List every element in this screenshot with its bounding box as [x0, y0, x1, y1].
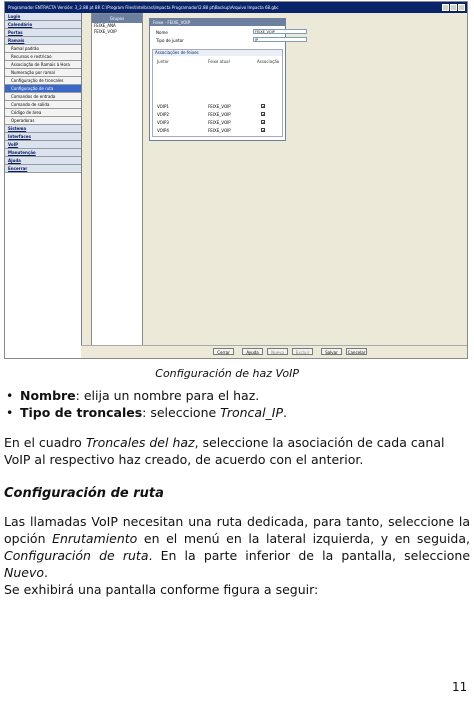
- excluir-button[interactable]: Excluir: [292, 348, 313, 355]
- paragraph-troncales: [4, 434, 470, 468]
- emphasis: Enrutamiento: [52, 531, 138, 546]
- window-title: Programador ENTRACTA Versión: 3_2.88 pt BR C:\Program Files\Intelbras\Impacta Programador\2.88 pt\Backup\Arquivo Impacta 68.gbc: [8, 5, 279, 10]
- emphasis: Configuración de ruta: [4, 548, 149, 563]
- embedded-screenshot: [4, 1, 468, 359]
- bullet-end: .: [283, 405, 288, 420]
- paragraph-last-line: Se exhibirá una pantalla conforme figura a seguir:: [4, 582, 319, 597]
- col-assoc-header: Associação: [257, 59, 280, 64]
- salvar-button[interactable]: Salvar: [321, 348, 342, 355]
- detail-area: [147, 13, 464, 346]
- row-juntor: VOIP1: [157, 104, 169, 109]
- name-field[interactable]: FEIXE_VOIP: [253, 29, 307, 34]
- term: Nombre: [20, 388, 76, 403]
- sidebar-item-configura-o-de-ruta[interactable]: Configuração de ruta: [5, 85, 81, 93]
- text-run: En el cuadro: [4, 435, 86, 450]
- association-box: [152, 49, 283, 137]
- type-select[interactable]: IP: [253, 37, 307, 42]
- text-run: . En la parte inferior de la pantalla, seleccione: [148, 548, 471, 563]
- section-heading: Configuración de ruta: [4, 486, 164, 501]
- figure-caption: Configuración de haz VoIP: [155, 367, 299, 380]
- row-feixe: FEIXE_VOIP: [208, 112, 231, 117]
- col-juntor-header: Juntor: [157, 59, 169, 64]
- sidebar-item-numera-o-por-ramal[interactable]: Numeração por ramal: [5, 69, 81, 77]
- sidebar-item-ramal-padr-o[interactable]: Ramal padrão: [5, 45, 81, 53]
- nuevo-button[interactable]: Nuevo: [267, 348, 288, 355]
- cancelar-button[interactable]: Cancelar: [347, 350, 366, 355]
- col-feixe-header: Feixe atual: [208, 59, 230, 64]
- row-feixe: FEIXE_VOIP: [208, 120, 231, 125]
- row-feixe: FEIXE_VOIP: [208, 104, 231, 109]
- sidebar-item-login[interactable]: Login: [5, 13, 81, 21]
- sidebar-item-interfaces[interactable]: Interfaces: [5, 133, 81, 141]
- window-controls: [442, 4, 465, 11]
- page-number: 11: [452, 680, 468, 694]
- maximize-icon[interactable]: [450, 4, 457, 11]
- bullet-tipo: [4, 404, 470, 421]
- sidebar-item-manuten-o[interactable]: Manutenção: [5, 149, 81, 157]
- bullet-text: : seleccione: [142, 405, 221, 420]
- sidebar-item-encerrar[interactable]: Encerrar: [5, 165, 81, 173]
- paragraph-ruta: [4, 513, 470, 598]
- row-juntor: VOIP3: [157, 120, 169, 125]
- emphasis: Nuevo: [4, 565, 45, 580]
- sidebar-item-portas[interactable]: Portas: [5, 29, 81, 37]
- bullet-text: : elija un nombre para el haz.: [75, 388, 260, 403]
- group-list-header: Grupos: [92, 14, 142, 23]
- emphasis: Troncales del haz: [85, 435, 195, 450]
- sidebar-item-operadoras[interactable]: Operadoras: [5, 117, 81, 125]
- association-title: Associações de feixes: [153, 50, 282, 56]
- group-list-panel: [91, 13, 143, 346]
- sidebar-item-ramais[interactable]: Ramais: [5, 37, 81, 45]
- ayuda-button[interactable]: Ayuda: [242, 348, 263, 355]
- bullet-emphasis: Troncal_IP: [220, 405, 284, 420]
- row-juntor: VOIP4: [157, 128, 169, 133]
- association-checkbox[interactable]: ✔: [262, 104, 266, 109]
- minimize-icon[interactable]: [442, 4, 449, 11]
- group-form: [149, 18, 286, 141]
- cerrar-button[interactable]: Cerrar: [213, 348, 234, 355]
- text-run: Las llamadas VoIP necesitan una ruta dedicada, para tanto, seleccione la opción: [4, 514, 470, 546]
- field-list: [4, 387, 470, 421]
- row-juntor: VOIP2: [157, 112, 169, 117]
- sidebar-item-c-digo-de-rea[interactable]: Código de área: [5, 109, 81, 117]
- text-run: , seleccione la asociación de cada canal VoIP al respectivo haz creado, de acuerdo con el anterior.: [4, 435, 445, 467]
- group-list-item[interactable]: FEIXE_ANA: [94, 23, 116, 28]
- association-checkbox[interactable]: ✔: [262, 120, 266, 125]
- sidebar-menu: [5, 13, 82, 358]
- sidebar-item-associa-o-de-ramais-hora[interactable]: Associação de Ramais à Hora: [5, 61, 81, 69]
- sidebar-item-ajuda[interactable]: Ajuda: [5, 157, 81, 165]
- group-list-item[interactable]: FEIXE_VOIP: [94, 29, 117, 34]
- association-checkbox[interactable]: ✔: [262, 128, 266, 133]
- sidebar-item-sistema[interactable]: Sistema: [5, 125, 81, 133]
- association-checkbox[interactable]: ✔: [262, 112, 266, 117]
- text-run: .: [44, 565, 48, 580]
- sidebar-item-configura-o-de-troncales[interactable]: Configuração de troncales: [5, 77, 81, 85]
- text-run: en el menú en la lateral izquierda, y en seguida,: [137, 531, 470, 546]
- sidebar-item-calend-rio[interactable]: Calendário: [5, 21, 81, 29]
- form-title: Feixe - FEIXE_VOIP: [150, 19, 285, 26]
- type-label: Tipo de juntor: [156, 38, 184, 43]
- row-feixe: FEIXE_VOIP: [208, 128, 231, 133]
- window-titlebar: [5, 2, 467, 13]
- bottom-button-bar: [81, 345, 467, 358]
- sidebar-item-comandos-de-entrada[interactable]: Comandos de entrada: [5, 93, 81, 101]
- close-icon[interactable]: [458, 4, 465, 11]
- term: Tipo de troncales: [20, 405, 143, 420]
- sidebar-item-voip[interactable]: VoIP: [5, 141, 81, 149]
- sidebar-item-recursos-e-restricao[interactable]: Recursos e restricao: [5, 53, 81, 61]
- bullet-nombre: [4, 387, 470, 404]
- name-label: Nome: [156, 30, 168, 35]
- sidebar-item-comando-de-salida[interactable]: Comando de salida: [5, 101, 81, 109]
